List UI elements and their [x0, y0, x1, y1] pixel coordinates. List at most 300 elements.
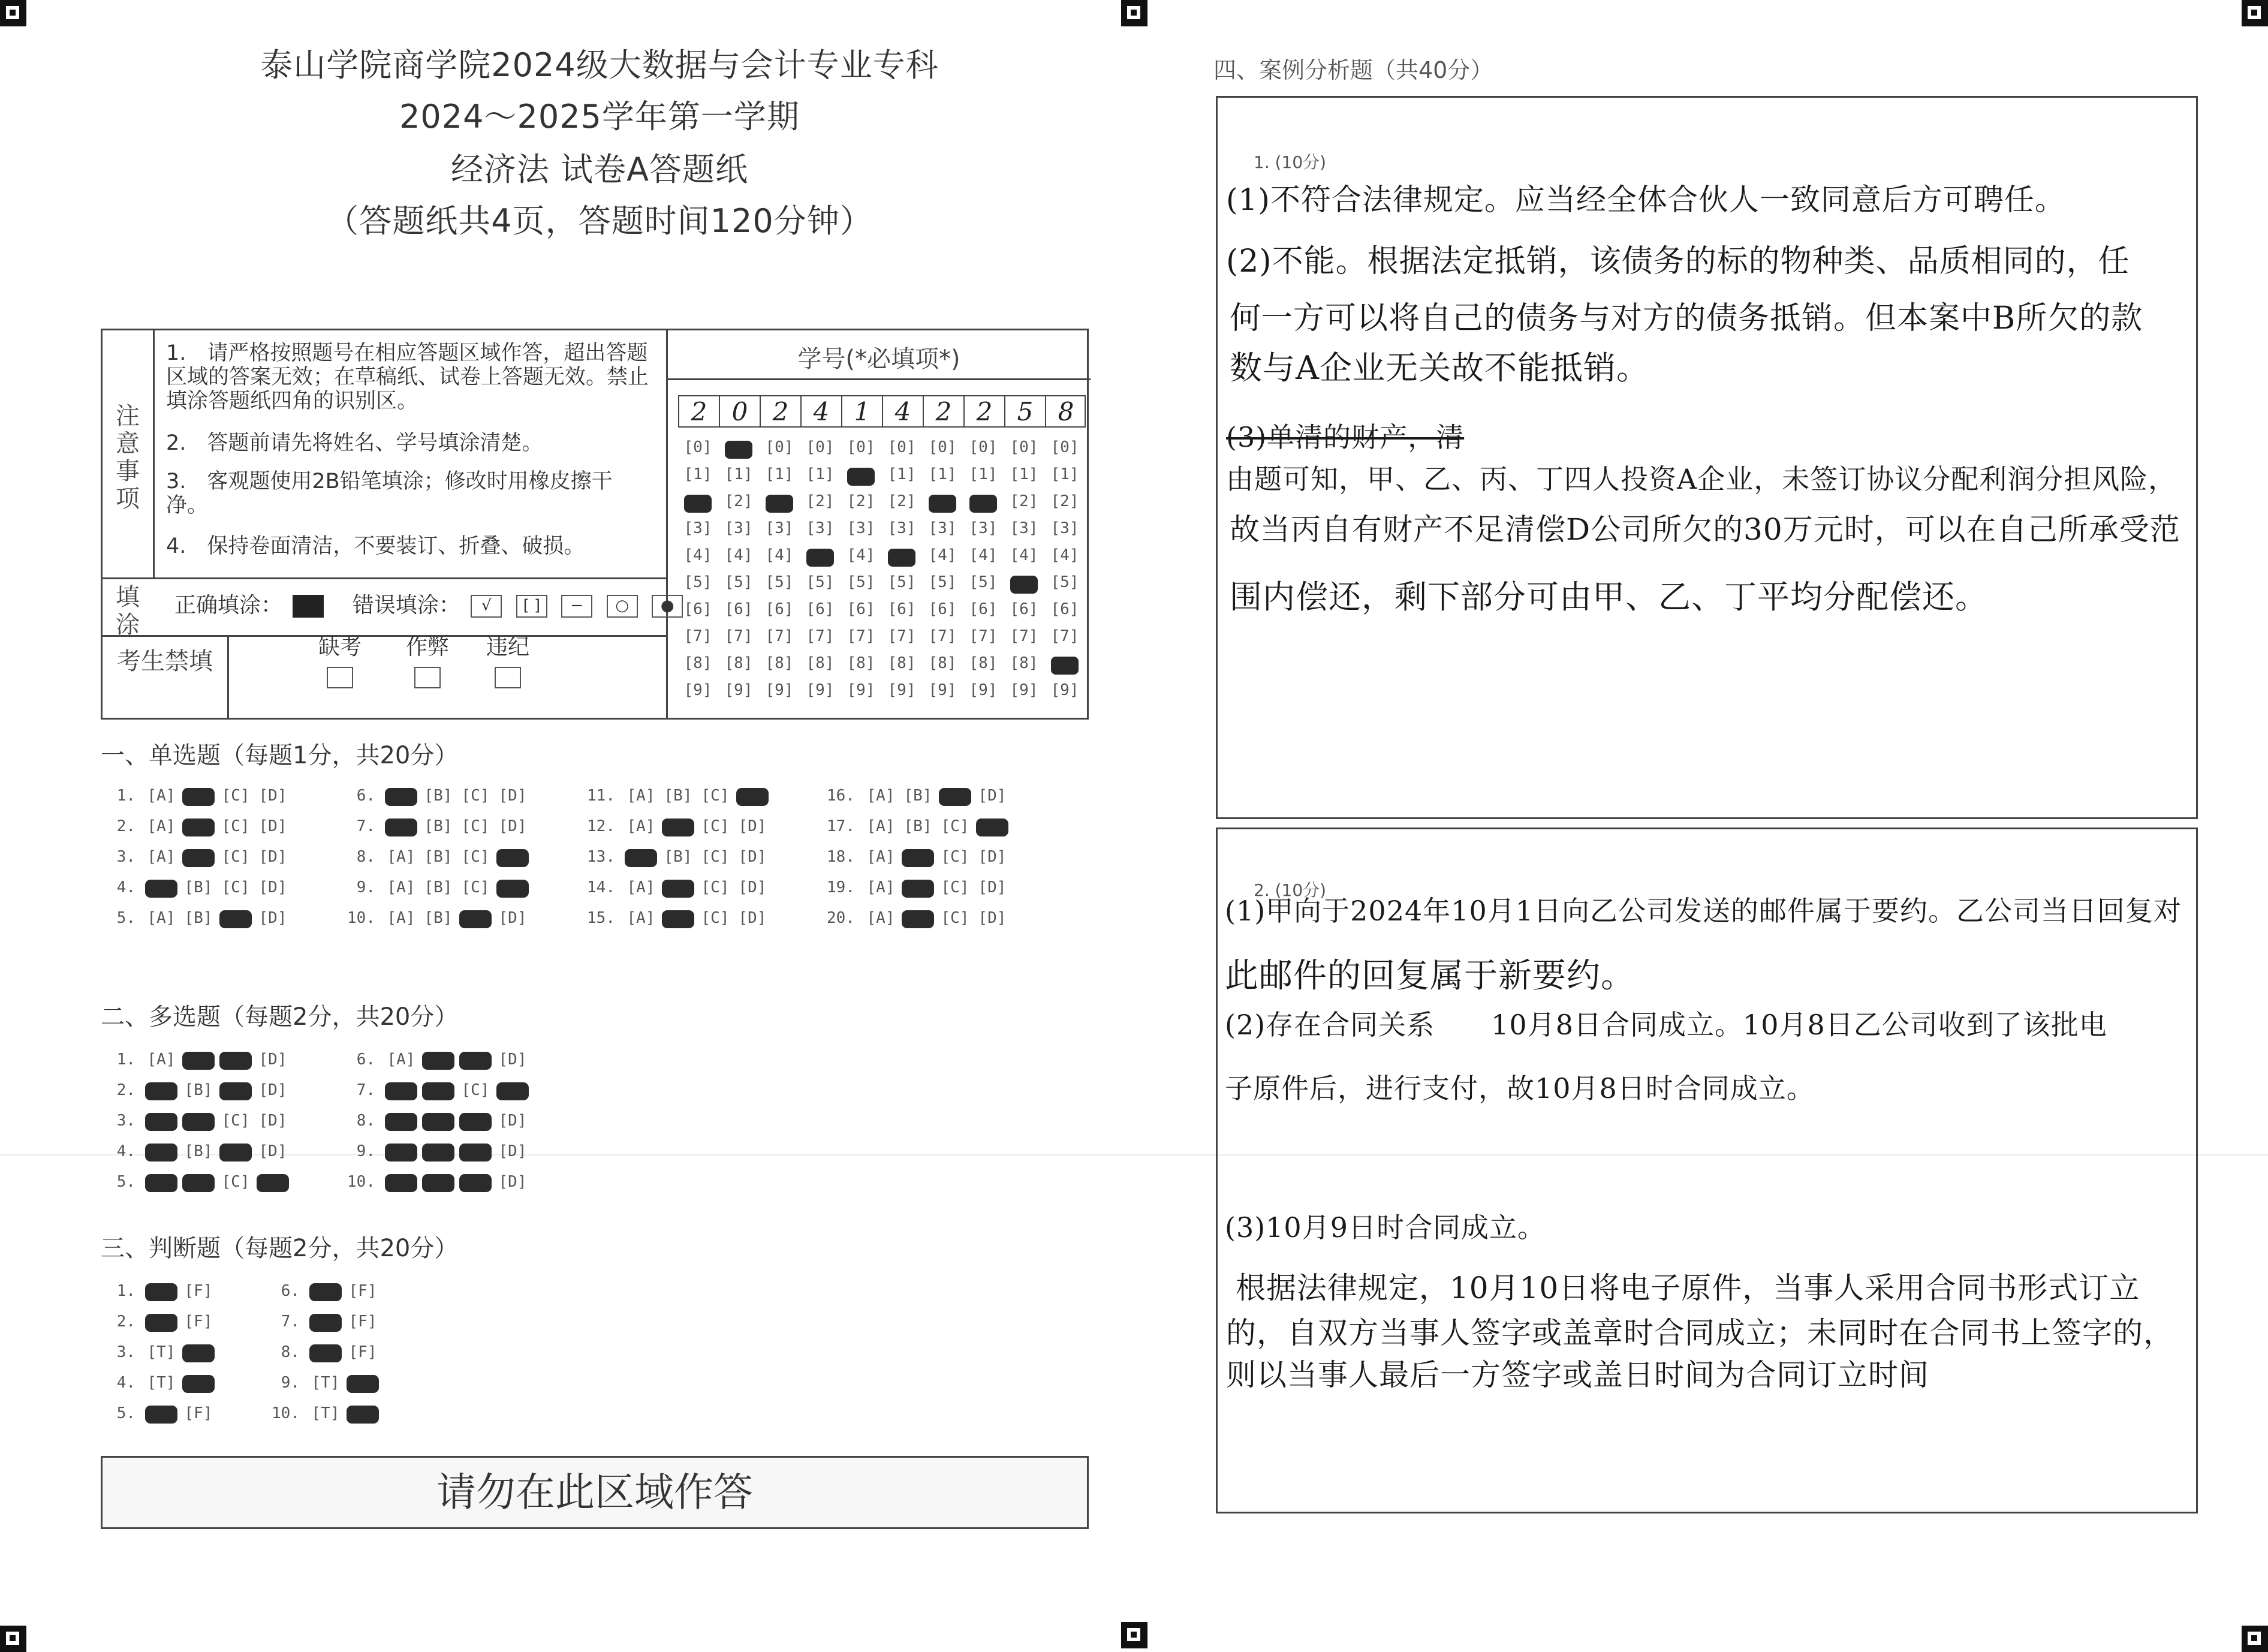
answer-bubble[interactable] [217, 1051, 254, 1069]
answer-bubble[interactable] [936, 787, 974, 805]
student-id-bubble[interactable]: [6] [683, 600, 712, 618]
prohibit-absent[interactable]: 缺考 [318, 630, 362, 688]
student-id-bubble[interactable]: [6] [1050, 600, 1079, 618]
answer-bubble[interactable] [180, 848, 217, 866]
student-id-bubble[interactable]: [4] [724, 546, 753, 564]
student-id-bubble[interactable]: [8] [847, 654, 875, 672]
question-number: 17. [827, 817, 855, 835]
student-id-bubble[interactable]: [6] [1010, 600, 1038, 618]
answer-bubble[interactable]: [C] [221, 848, 250, 866]
single-choice-row [584, 787, 771, 805]
answer-bubble[interactable]: [C] [701, 878, 730, 896]
answer-bubble[interactable]: [A] [627, 878, 655, 896]
student-id-bubble[interactable]: [0] [1010, 438, 1038, 456]
answer-bubble[interactable]: [C] [701, 817, 730, 835]
answer-bubble[interactable] [382, 1081, 420, 1099]
answer-bubble[interactable] [382, 1112, 420, 1130]
student-id-bubble[interactable]: [1] [928, 465, 957, 483]
student-id-bubble[interactable]: [2] [887, 492, 916, 510]
student-id-bubble[interactable]: [2] [1050, 492, 1079, 510]
student-id-bubble[interactable]: [2] [847, 492, 875, 510]
case-q1-label: 1. (10分) [1254, 152, 1327, 172]
student-id-bubble[interactable]: [0] [928, 438, 957, 456]
student-id-bubble[interactable]: [2] [724, 492, 753, 510]
answer-bubble[interactable] [420, 1081, 457, 1099]
answer-bubble[interactable] [457, 909, 494, 927]
answer-bubble[interactable] [143, 1142, 180, 1160]
answer-bubble[interactable]: [D] [978, 787, 1007, 805]
answer-bubble[interactable]: [B] [184, 878, 213, 896]
answer-bubble[interactable]: [D] [978, 909, 1007, 927]
student-id-bubble[interactable]: [8] [969, 654, 998, 672]
student-id-digit: 4 [800, 396, 841, 428]
student-id-digit: 5 [1004, 396, 1045, 428]
answer-bubble[interactable] [457, 1051, 494, 1069]
answer-bubble[interactable] [420, 1173, 457, 1191]
student-id-bubble[interactable]: [4] [928, 546, 957, 564]
answer-bubble[interactable]: [D] [498, 1051, 527, 1069]
answer-bubble[interactable]: [C] [221, 1173, 250, 1191]
answer-bubble[interactable]: [D] [498, 817, 527, 835]
prohibit-cheat[interactable]: 作弊 [406, 630, 449, 688]
student-id-bubble[interactable]: [4] [1050, 546, 1079, 564]
question-number: 8. [356, 848, 375, 866]
single-choice-row [344, 848, 531, 866]
answer-bubble[interactable] [974, 817, 1011, 835]
student-id-bubble[interactable]: [1] [683, 465, 712, 483]
answer-bubble[interactable]: [A] [147, 1051, 176, 1069]
student-id-bubble[interactable]: [9] [969, 681, 998, 699]
student-id-bubble[interactable]: [7] [969, 627, 998, 645]
answer-bubble[interactable]: [C] [461, 1081, 490, 1099]
wrong-mark-dash: − [561, 595, 592, 618]
student-id-bubble[interactable]: [1] [887, 465, 916, 483]
answer-bubble[interactable]: [F] [184, 1404, 213, 1422]
student-id-bubble[interactable]: [2] [806, 492, 835, 510]
student-id-bubble[interactable]: [6] [765, 600, 794, 618]
student-id-digit: 0 [719, 396, 760, 428]
student-id-bubble[interactable]: [8] [1010, 654, 1038, 672]
answer-bubble[interactable]: [C] [701, 848, 730, 866]
fill-wrong-label: 错误填涂： [352, 593, 460, 618]
answer-bubble[interactable] [143, 1404, 180, 1422]
answer-bubble[interactable]: [B] [664, 848, 692, 866]
answer-bubble[interactable] [457, 1142, 494, 1160]
answer-bubble[interactable]: [D] [258, 909, 287, 927]
student-id-bubble[interactable]: [0] [969, 438, 998, 456]
answer-bubble[interactable] [659, 878, 697, 896]
answer-bubble[interactable]: [D] [258, 878, 287, 896]
case-q1-box[interactable] [1216, 96, 2198, 819]
student-id-bubble[interactable]: [3] [806, 519, 835, 537]
question-number: 10. [272, 1404, 300, 1422]
answer-bubble[interactable]: [D] [978, 848, 1007, 866]
answer-bubble[interactable] [217, 1081, 254, 1099]
answer-bubble[interactable]: [D] [258, 817, 287, 835]
student-id-bubble[interactable]: [5] [969, 573, 998, 591]
answer-bubble[interactable] [143, 1112, 180, 1130]
question-number: 10. [347, 909, 375, 927]
answer-bubble[interactable] [899, 878, 936, 896]
student-id-bubble[interactable]: [7] [887, 627, 916, 645]
answer-bubble[interactable]: [C] [221, 817, 250, 835]
student-id-bubble[interactable]: [9] [887, 681, 916, 699]
corner-mark-top-left [0, 0, 26, 26]
corner-mark-bottom-right [2242, 1626, 2268, 1652]
student-id-bubble[interactable]: [3] [683, 519, 712, 537]
student-id-bubble[interactable]: [5] [928, 573, 957, 591]
student-id-bubble[interactable]: [0] [765, 438, 794, 456]
student-id-bubble[interactable]: [3] [847, 519, 875, 537]
answer-bubble[interactable]: [A] [387, 1051, 415, 1069]
answer-bubble[interactable] [899, 909, 936, 927]
answer-bubble[interactable]: [D] [258, 848, 287, 866]
student-id-bubble[interactable]: [7] [1010, 627, 1038, 645]
answer-bubble[interactable]: [C] [941, 878, 969, 896]
student-id-bubble[interactable]: [6] [806, 600, 835, 618]
question-number: 18. [827, 848, 855, 866]
answer-bubble[interactable] [217, 909, 254, 927]
answer-bubble[interactable]: [A] [627, 817, 655, 835]
answer-bubble[interactable]: [D] [738, 848, 767, 866]
student-id-digit: 8 [1045, 396, 1086, 428]
student-id-bubble[interactable]: [5] [847, 573, 875, 591]
student-id-bubble[interactable]: [0] [887, 438, 916, 456]
answer-bubble[interactable] [143, 1282, 180, 1300]
answer-bubble[interactable]: [C] [941, 817, 969, 835]
student-id-bubble[interactable]: [1] [1010, 465, 1038, 483]
answer-bubble[interactable] [659, 817, 697, 835]
student-id-bubble[interactable]: [7] [765, 627, 794, 645]
answer-bubble[interactable]: [A] [387, 848, 415, 866]
student-id-bubble[interactable]: [0] [847, 438, 875, 456]
student-id-bubble[interactable] [719, 438, 758, 456]
case-section-title: 四、案例分析题（共40分） [1213, 57, 1493, 83]
answer-bubble[interactable]: [D] [738, 878, 767, 896]
answer-bubble[interactable] [734, 787, 771, 805]
answer-bubble[interactable]: [T] [147, 1374, 176, 1392]
student-id-bubble[interactable]: [0] [683, 438, 712, 456]
student-id-bubble[interactable]: [4] [847, 546, 875, 564]
student-id-bubble[interactable] [760, 492, 799, 510]
student-id-bubble[interactable]: [8] [765, 654, 794, 672]
student-id-bubble[interactable]: [4] [765, 546, 794, 564]
student-id-bubble[interactable]: [1] [1050, 465, 1079, 483]
student-id-bubble[interactable]: [1] [806, 465, 835, 483]
answer-bubble[interactable]: [D] [498, 787, 527, 805]
answer-bubble[interactable]: [F] [184, 1282, 213, 1300]
answer-bubble[interactable]: [C] [701, 787, 730, 805]
answer-bubble[interactable]: [F] [348, 1313, 377, 1331]
answer-bubble[interactable]: [C] [221, 787, 250, 805]
answer-bubble[interactable]: [B] [184, 1142, 213, 1160]
answer-bubble[interactable]: [D] [258, 787, 287, 805]
answer-bubble[interactable] [382, 1173, 420, 1191]
student-id-bubble[interactable]: [0] [1050, 438, 1079, 456]
judge-row [269, 1374, 381, 1392]
fill-label: 填涂 [116, 583, 140, 639]
question-number: 8. [281, 1343, 300, 1361]
answer-bubble[interactable]: [T] [311, 1374, 340, 1392]
answer-bubble[interactable]: [F] [348, 1343, 377, 1361]
answer-bubble[interactable] [457, 1173, 494, 1191]
student-id-bubble[interactable]: [5] [806, 573, 835, 591]
student-id-bubble[interactable]: [7] [928, 627, 957, 645]
divider-notice-fill [103, 577, 666, 579]
student-id-bubble[interactable]: [1] [724, 465, 753, 483]
answer-bubble[interactable] [382, 1142, 420, 1160]
question-number: 6. [356, 787, 375, 805]
student-id-bubble[interactable]: [9] [1050, 681, 1079, 699]
single-choice-row [584, 909, 771, 927]
question-number: 3. [116, 1343, 135, 1361]
wrong-mark-dot: ● [652, 595, 683, 618]
answer-bubble[interactable]: [D] [498, 1173, 527, 1191]
answer-bubble[interactable] [494, 848, 531, 866]
answer-bubble[interactable] [180, 1051, 217, 1069]
answer-bubble[interactable]: [A] [387, 909, 415, 927]
answer-bubble[interactable]: [C] [221, 878, 250, 896]
answer-bubble[interactable] [180, 1343, 217, 1361]
single-choice-row [824, 878, 1011, 896]
answer-bubble[interactable]: [D] [498, 1142, 527, 1160]
notice-and-id-box [101, 329, 1089, 720]
single-choice-row [824, 817, 1011, 835]
answer-bubble[interactable] [254, 1173, 291, 1191]
answer-bubble[interactable] [494, 878, 531, 896]
student-id-bubble[interactable]: [6] [724, 600, 753, 618]
student-id-bubble[interactable]: [3] [887, 519, 916, 537]
single-choice-row [824, 848, 1011, 866]
answer-bubble[interactable] [307, 1282, 344, 1300]
single-choice-row [104, 878, 291, 896]
student-id-bubble[interactable]: [4] [1010, 546, 1038, 564]
multi-choice-row [104, 1142, 291, 1160]
answer-bubble[interactable] [420, 1142, 457, 1160]
answer-bubble[interactable] [344, 1374, 381, 1392]
answer-bubble[interactable]: [D] [258, 1112, 287, 1130]
answer-bubble[interactable] [143, 1313, 180, 1331]
answer-bubble[interactable]: [D] [258, 1051, 287, 1069]
student-id-bubble[interactable]: [3] [724, 519, 753, 537]
answer-bubble[interactable] [659, 909, 697, 927]
answer-bubble[interactable]: [A] [866, 848, 895, 866]
case-q2-line: 此邮件的回复属于新要约。 [1225, 956, 1635, 995]
student-id-bubble[interactable]: [6] [928, 600, 957, 618]
answer-bubble[interactable]: [A] [627, 909, 655, 927]
student-id-bubble[interactable] [841, 465, 881, 483]
answer-bubble[interactable] [143, 1173, 180, 1191]
answer-bubble[interactable]: [D] [498, 1112, 527, 1130]
answer-bubble[interactable] [420, 1112, 457, 1130]
multi-choice-row [344, 1142, 531, 1160]
student-id-bubble[interactable]: [7] [806, 627, 835, 645]
student-id-bubble[interactable]: [9] [928, 681, 957, 699]
answer-bubble[interactable]: [B] [903, 787, 932, 805]
answer-bubble[interactable] [217, 1142, 254, 1160]
answer-bubble[interactable]: [A] [627, 787, 655, 805]
student-id-bubble[interactable]: [2] [1010, 492, 1038, 510]
answer-bubble[interactable]: [A] [387, 878, 415, 896]
student-id-bubble[interactable]: [5] [724, 573, 753, 591]
answer-bubble[interactable]: [B] [424, 848, 453, 866]
answer-bubble[interactable] [143, 1081, 180, 1099]
notice-label: 注意事项 [116, 402, 140, 513]
answer-bubble[interactable]: [B] [903, 817, 932, 835]
judge-row [104, 1313, 217, 1331]
answer-bubble[interactable] [420, 1051, 457, 1069]
answer-bubble[interactable]: [B] [424, 817, 453, 835]
judge-row [269, 1313, 381, 1331]
student-id-bubble[interactable]: [9] [765, 681, 794, 699]
student-id-bubble[interactable]: [5] [683, 573, 712, 591]
answer-bubble[interactable] [307, 1313, 344, 1331]
case-q2-line: 的，自双方当事人签字或盖章时合同成立；未同时在合同书上签字的， [1226, 1316, 2174, 1350]
answer-bubble[interactable] [382, 817, 420, 835]
corner-mark-bottom-middle [1121, 1622, 1147, 1648]
answer-bubble[interactable] [307, 1343, 344, 1361]
student-id-bubble[interactable]: [5] [887, 573, 916, 591]
student-id-bubble[interactable]: [9] [806, 681, 835, 699]
student-id-bubble[interactable]: [1] [765, 465, 794, 483]
answer-bubble[interactable] [180, 1374, 217, 1392]
answer-bubble[interactable]: [C] [941, 909, 969, 927]
case-q2-box[interactable] [1216, 827, 2198, 1513]
answer-bubble[interactable]: [F] [348, 1282, 377, 1300]
student-id-bubble[interactable]: [4] [683, 546, 712, 564]
answer-bubble[interactable]: [A] [147, 787, 176, 805]
answer-bubble[interactable]: [A] [866, 787, 895, 805]
answer-bubble[interactable]: [A] [866, 817, 895, 835]
student-id-bubble[interactable]: [9] [1010, 681, 1038, 699]
student-id-bubble[interactable] [1004, 573, 1044, 591]
answer-bubble[interactable] [143, 878, 180, 896]
student-id-bubble[interactable]: [1] [969, 465, 998, 483]
answer-bubble[interactable]: [A] [147, 817, 176, 835]
student-id-bubble[interactable]: [8] [887, 654, 916, 672]
answer-bubble[interactable]: [D] [258, 1081, 287, 1099]
answer-bubble[interactable] [494, 1081, 531, 1099]
student-id-bubble[interactable]: [9] [683, 681, 712, 699]
answer-bubble[interactable] [899, 848, 936, 866]
student-id-bubble[interactable]: [8] [806, 654, 835, 672]
student-id-bubble[interactable] [678, 492, 718, 510]
student-id-bubble[interactable]: [3] [1010, 519, 1038, 537]
answer-bubble[interactable]: [C] [701, 909, 730, 927]
answer-bubble[interactable]: [D] [258, 1142, 287, 1160]
student-id-bubble[interactable]: [6] [969, 600, 998, 618]
answer-bubble[interactable]: [T] [311, 1404, 340, 1422]
exam-title-line4: （答题纸共4页，答题时间120分钟） [326, 202, 873, 240]
student-id-bubble[interactable] [963, 492, 1003, 510]
case-q2-line: (1)甲向于2024年10月1日向乙公司发送的邮件属于要约。乙公司当日回复对 [1225, 895, 2182, 927]
judge-row [104, 1374, 217, 1392]
judge-row [269, 1404, 381, 1422]
single-choice-row [344, 787, 531, 805]
wrong-mark-bracket: [ ] [516, 595, 547, 618]
student-id-bubble[interactable]: [3] [969, 519, 998, 537]
case-q1-line: 数与A企业无关故不能抵销。 [1230, 349, 1649, 387]
student-id-bubble[interactable]: [7] [847, 627, 875, 645]
answer-bubble[interactable]: [F] [184, 1313, 213, 1331]
student-id-digit: 2 [923, 396, 963, 428]
answer-bubble[interactable]: [A] [866, 909, 895, 927]
answer-bubble[interactable] [622, 848, 659, 866]
student-id-bubble[interactable]: [9] [724, 681, 753, 699]
student-id-bubble[interactable] [1045, 654, 1085, 672]
multi-choice-row [104, 1051, 291, 1069]
student-id-bubble[interactable]: [3] [1050, 519, 1079, 537]
answer-bubble[interactable]: [A] [147, 909, 176, 927]
multi-choice-row [344, 1081, 531, 1099]
answer-bubble[interactable]: [C] [941, 848, 969, 866]
answer-bubble[interactable]: [C] [221, 1112, 250, 1130]
student-id-bubble[interactable]: [5] [765, 573, 794, 591]
student-id-bubble[interactable]: [4] [969, 546, 998, 564]
case-q1-line: (1)不符合法律规定。应当经全体合伙人一致同意后方可聘任。 [1226, 182, 2065, 217]
answer-bubble[interactable]: [B] [184, 1081, 213, 1099]
answer-bubble[interactable]: [C] [461, 817, 490, 835]
answer-bubble[interactable] [180, 1112, 217, 1130]
answer-bubble[interactable]: [C] [461, 878, 490, 896]
student-id-bubble[interactable]: [6] [847, 600, 875, 618]
student-id-bubble[interactable]: [0] [806, 438, 835, 456]
answer-bubble[interactable]: [D] [738, 817, 767, 835]
answer-bubble[interactable] [457, 1112, 494, 1130]
answer-bubble[interactable]: [B] [184, 909, 213, 927]
answer-bubble[interactable]: [A] [147, 848, 176, 866]
student-id-bubble[interactable]: [3] [928, 519, 957, 537]
answer-bubble[interactable]: [B] [664, 787, 692, 805]
student-id-bubble[interactable] [882, 546, 921, 564]
student-id-bubble[interactable]: [7] [1050, 627, 1079, 645]
notice-item-3: 3. 客观题使用2B铅笔填涂；修改时用橡皮擦干净。 [166, 470, 613, 517]
student-id-bubble[interactable]: [6] [887, 600, 916, 618]
answer-bubble[interactable] [180, 1173, 217, 1191]
student-id-bubble[interactable]: [5] [1050, 573, 1079, 591]
answer-bubble[interactable]: [A] [866, 878, 895, 896]
corner-mark-top-right [2242, 0, 2268, 26]
answer-bubble[interactable]: [B] [424, 878, 453, 896]
student-id-bubble[interactable]: [3] [765, 519, 794, 537]
student-id-bubble[interactable]: [8] [928, 654, 957, 672]
student-id-bubble[interactable] [923, 492, 962, 510]
answer-bubble[interactable]: [B] [424, 787, 453, 805]
answer-bubble[interactable] [382, 787, 420, 805]
answer-bubble[interactable]: [D] [738, 909, 767, 927]
student-id-bubble[interactable]: [7] [724, 627, 753, 645]
question-number: 20. [827, 909, 855, 927]
corner-mark-bottom-left [0, 1626, 26, 1652]
student-id-bubble[interactable]: [8] [724, 654, 753, 672]
student-id-bubble[interactable] [800, 546, 840, 564]
student-id-bubble[interactable]: [9] [847, 681, 875, 699]
prohibit-violation[interactable]: 违纪 [486, 630, 529, 688]
question-number: 5. [116, 909, 135, 927]
answer-bubble[interactable] [344, 1404, 381, 1422]
section-judge-title: 三、判断题（每题2分，共20分） [101, 1235, 459, 1262]
student-id-bubble[interactable]: [7] [683, 627, 712, 645]
answer-bubble[interactable]: [T] [147, 1343, 176, 1361]
answer-bubble[interactable] [180, 817, 217, 835]
student-id-bubble[interactable]: [8] [683, 654, 712, 672]
answer-bubble[interactable]: [D] [978, 878, 1007, 896]
answer-bubble[interactable]: [D] [498, 909, 527, 927]
answer-bubble[interactable]: [B] [424, 909, 453, 927]
answer-bubble[interactable] [180, 787, 217, 805]
answer-bubble[interactable]: [C] [461, 848, 490, 866]
answer-bubble[interactable]: [C] [461, 787, 490, 805]
